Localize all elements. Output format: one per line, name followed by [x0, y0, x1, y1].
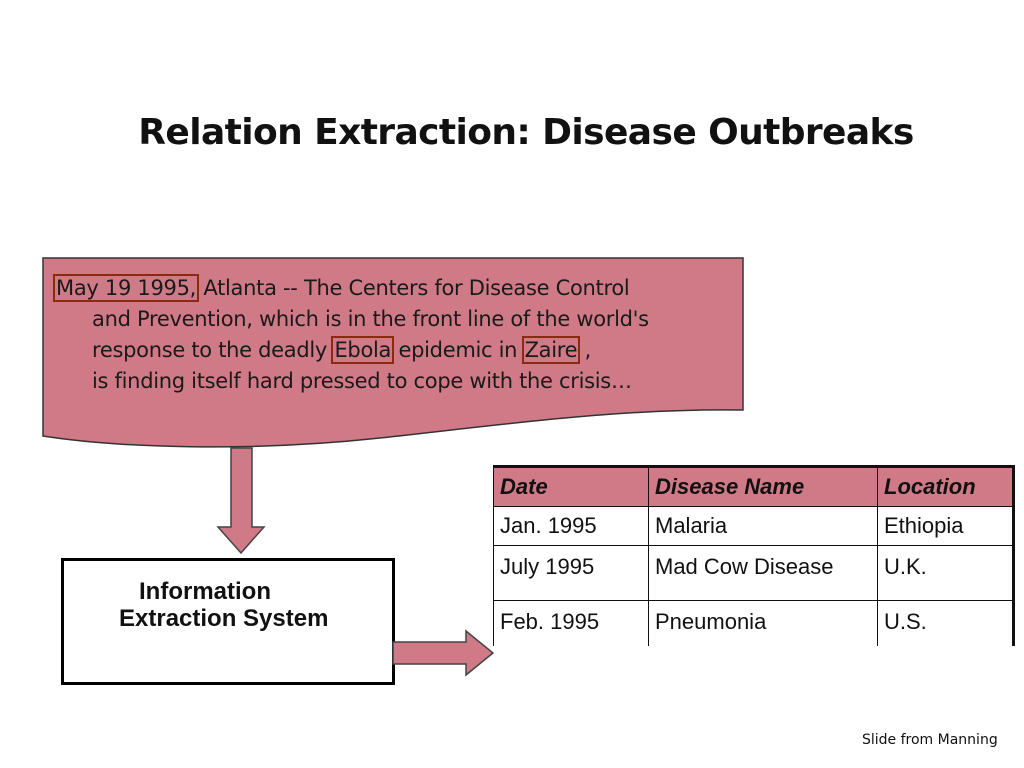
- document-line-2: and Prevention, which is in the front line of the world's: [92, 307, 649, 331]
- cell-disease: Malaria: [649, 507, 878, 546]
- slide-credit: Slide from Manning: [862, 732, 998, 748]
- extracted-relations-table: [493, 465, 1015, 646]
- cell-location: U.K.: [878, 546, 1014, 601]
- cell-location: Ethiopia: [878, 507, 1014, 546]
- document-line-4: is finding itself hard pressed to cope with the crisis…: [92, 369, 632, 393]
- header-date: Date: [494, 467, 649, 507]
- header-disease-name: Disease Name: [649, 467, 878, 507]
- cell-date: Jan. 1995: [494, 507, 649, 546]
- header-location: Location: [878, 467, 1014, 507]
- table-row: [494, 507, 1014, 546]
- system-label-line-2: Extraction System: [119, 605, 329, 632]
- cell-date: July 1995: [494, 546, 649, 601]
- disease-highlight: Ebola: [334, 338, 392, 362]
- date-highlight: May 19 1995,: [56, 276, 197, 300]
- slide-title: Relation Extraction: Disease Outbreaks: [138, 112, 914, 153]
- cell-disease: Mad Cow Disease: [649, 546, 878, 601]
- system-label-line-1: Information: [139, 578, 271, 605]
- location-highlight: Zaire: [524, 338, 578, 362]
- table-row: [494, 546, 1014, 601]
- cell-location: U.S.: [878, 601, 1014, 647]
- document-line-1: May 19 1995, Atlanta -- The Centers for Disease Control: [56, 276, 630, 300]
- table-header-row: [494, 467, 1014, 507]
- document-line-3: response to the deadly Ebola epidemic in Zaire ,: [92, 338, 592, 362]
- cell-date: Feb. 1995: [494, 601, 649, 647]
- cell-disease: Pneumonia: [649, 601, 878, 647]
- table-row: [494, 601, 1014, 647]
